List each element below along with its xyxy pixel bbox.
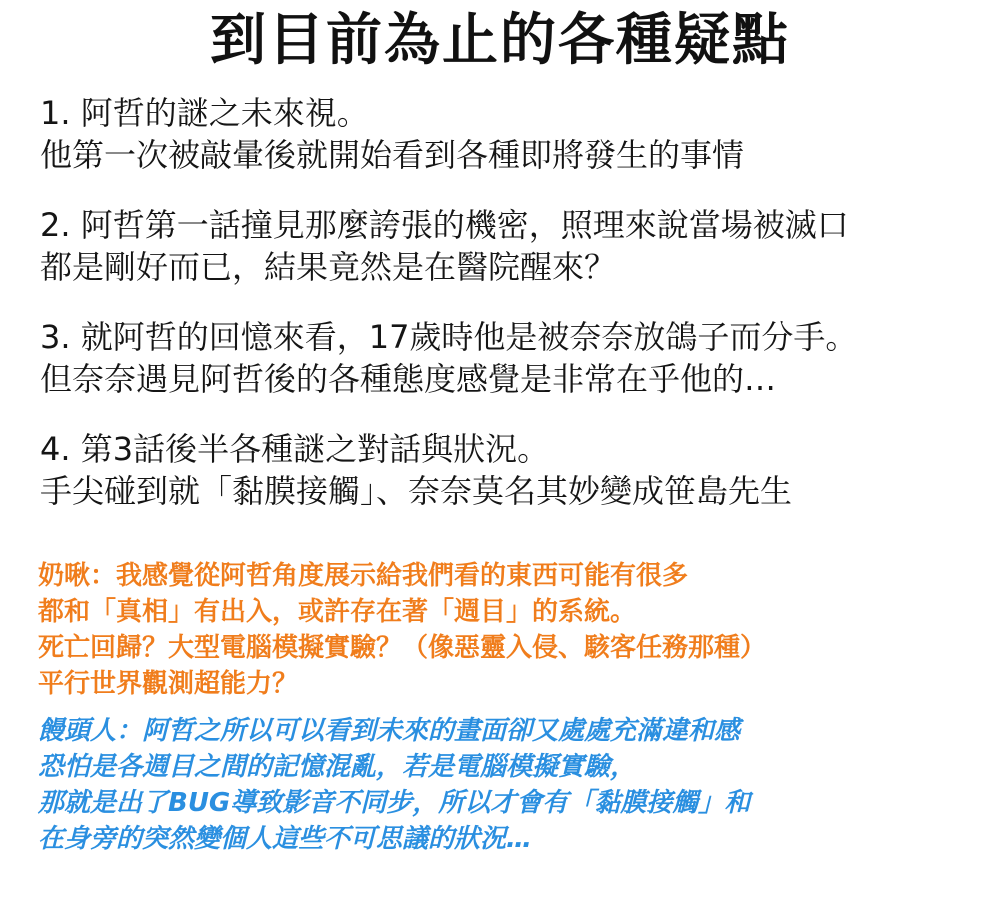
point-4-line-2: 手尖碰到就「黏膜接觸」、奈奈莫名其妙變成笹島先生 bbox=[40, 472, 793, 510]
comment-orange-line-3: 死亡回歸？大型電腦模擬實驗？（像惡靈入侵、駭客任務那種） bbox=[38, 633, 767, 663]
comment-orange-line-2: 都和「真相」有出入，或許存在著「週目」的系統。 bbox=[38, 597, 637, 627]
comment-blue-line-2: 恐怕是各週目之間的記憶混亂，若是電腦模擬實驗， bbox=[38, 752, 637, 782]
doubt-points-list bbox=[40, 92, 980, 540]
point-item-2 bbox=[40, 204, 980, 288]
page-title: 到目前為止的各種疑點 bbox=[210, 8, 790, 73]
comment-orange-line-1: 奶啾：我感覺從阿哲角度展示給我們看的東西可能有很多 bbox=[38, 561, 689, 591]
comment-blue-line-3: 那就是出了BUG導致影音不同步，所以才會有「黏膜接觸」和 bbox=[38, 788, 751, 818]
comment-orange bbox=[38, 558, 978, 702]
comment-blue-line-4: 在身旁的突然變個人這些不可思議的狀況… bbox=[38, 824, 533, 854]
point-1-line-1: 1. 阿哲的謎之未來視。 bbox=[40, 94, 369, 132]
comment-blue-line-1: 饅頭人：阿哲之所以可以看到未來的畫面卻又處處充滿違和感 bbox=[38, 716, 741, 746]
comment-orange-line-4: 平行世界觀測超能力？ bbox=[38, 669, 299, 699]
point-2-line-2: 都是剛好而已，結果竟然是在醫院醒來？ bbox=[40, 248, 617, 286]
point-item-3 bbox=[40, 316, 980, 400]
point-4-line-1: 4. 第3話後半各種謎之對話與狀況。 bbox=[40, 430, 550, 468]
comment-blue bbox=[38, 713, 978, 857]
point-3-line-2: 但奈奈遇見阿哲後的各種態度感覺是非常在乎他的… bbox=[40, 360, 777, 398]
point-2-line-1: 2. 阿哲第一話撞見那麼誇張的機密，照理來說當場被滅口 bbox=[40, 206, 849, 244]
point-item-4 bbox=[40, 428, 980, 512]
point-item-1 bbox=[40, 92, 980, 176]
point-3-line-1: 3. 就阿哲的回憶來看，17歲時他是被奈奈放鴿子而分手。 bbox=[40, 318, 858, 356]
point-1-line-2: 他第一次被敲暈後就開始看到各種即將發生的事情 bbox=[40, 136, 745, 174]
